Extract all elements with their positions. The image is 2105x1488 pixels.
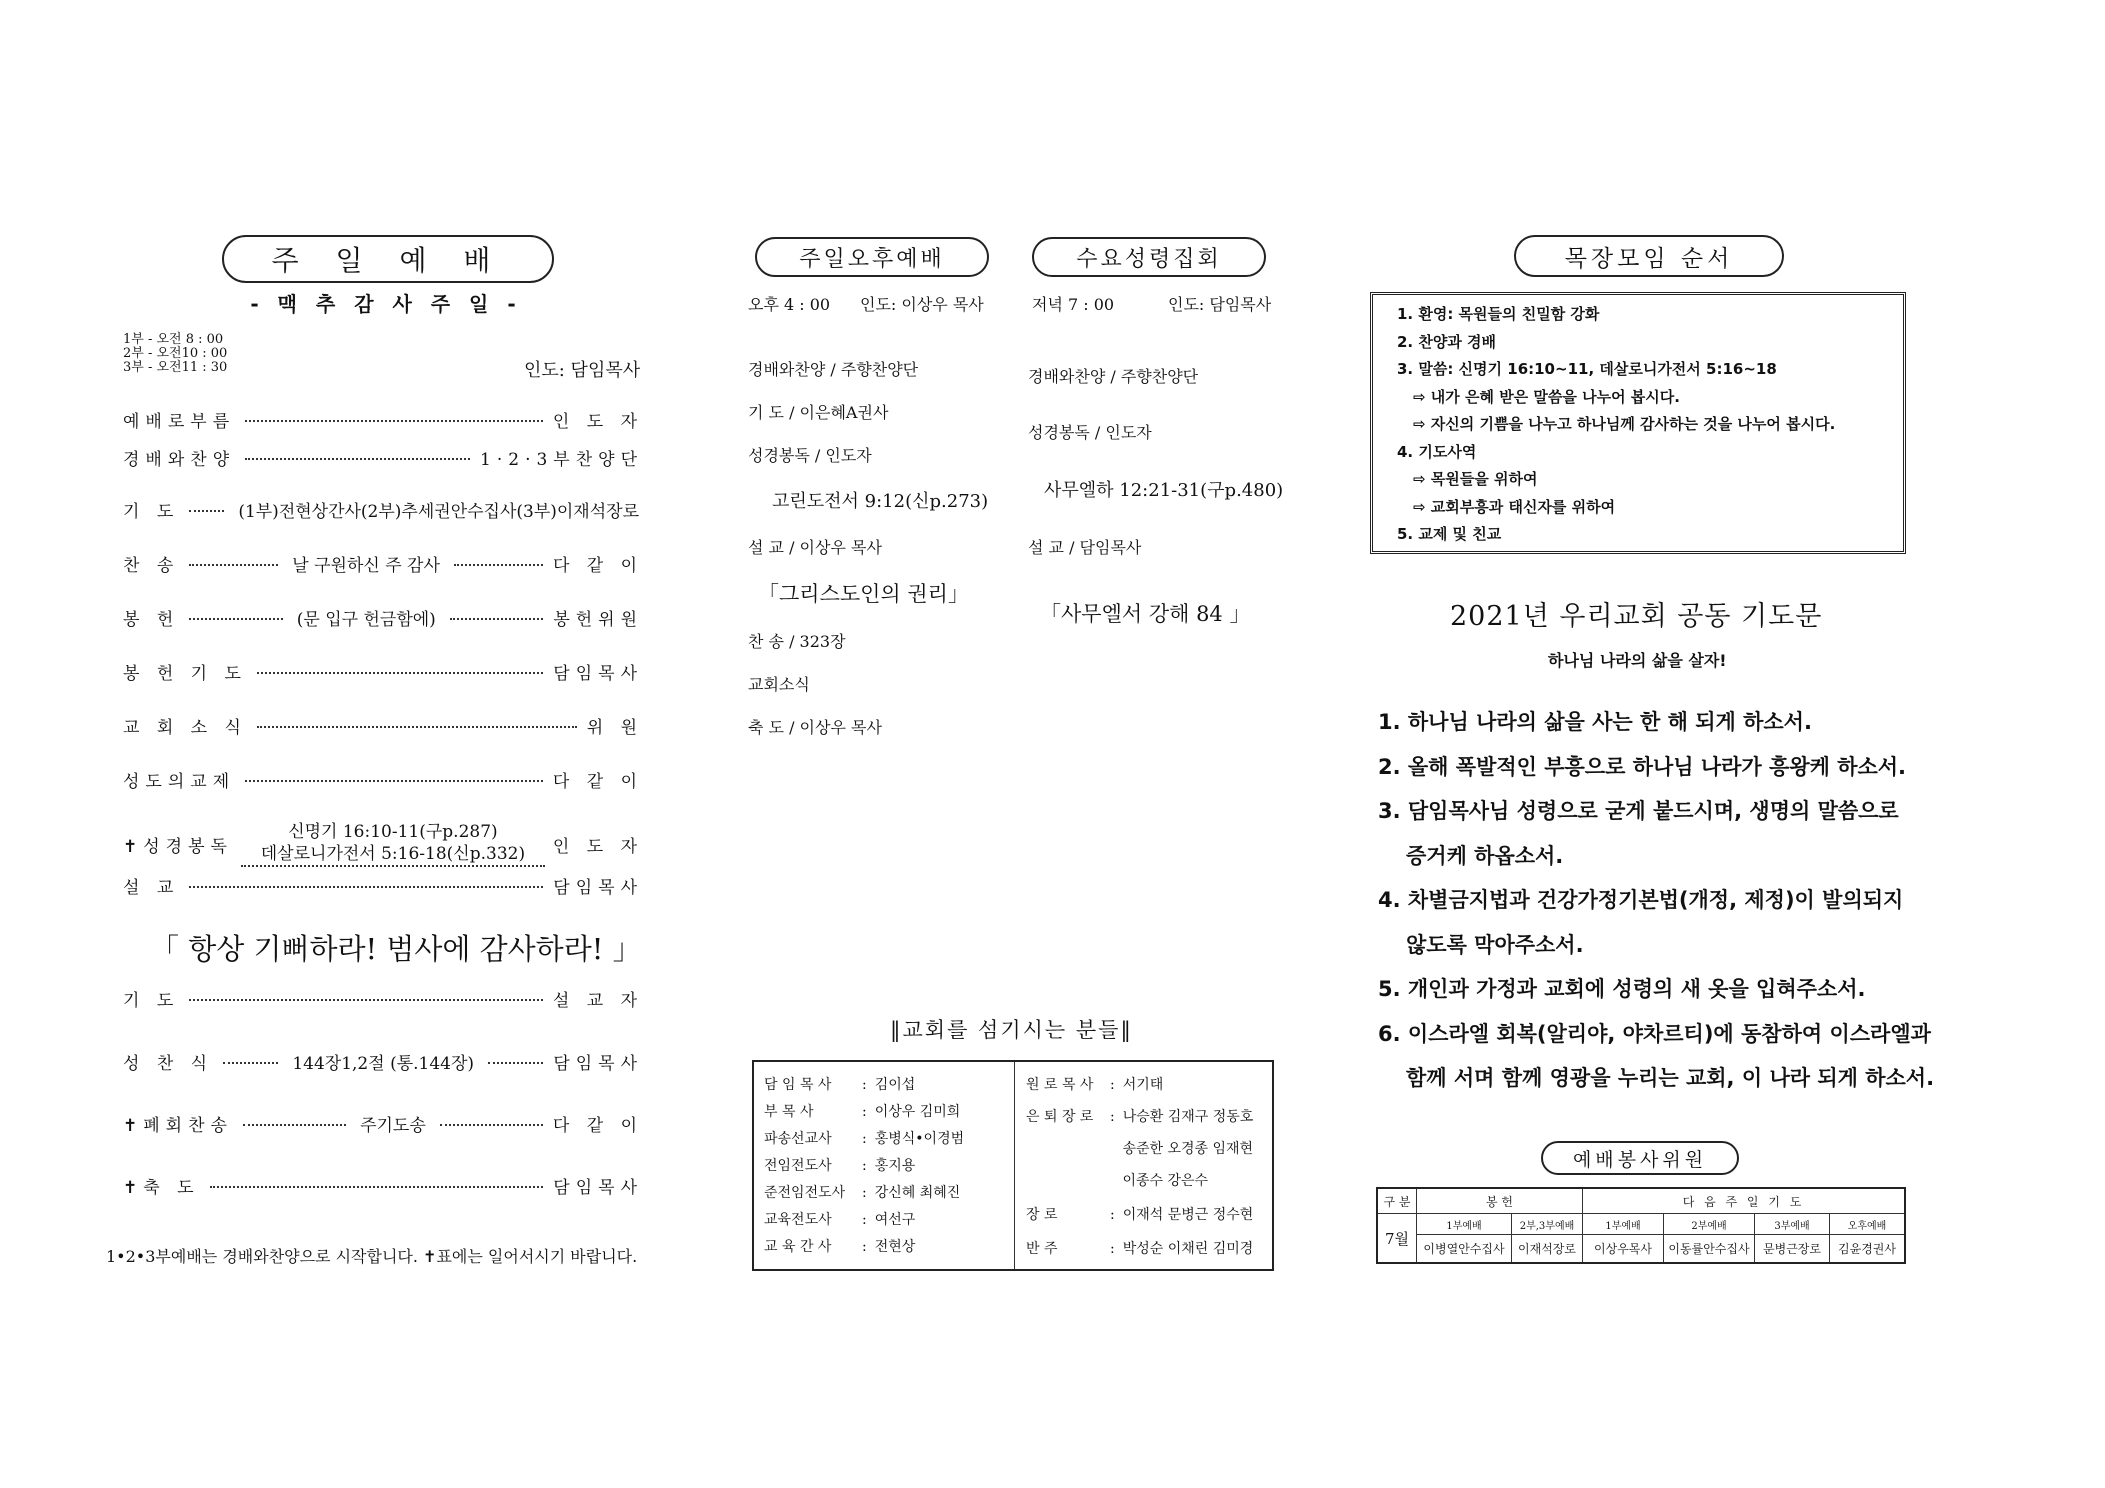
leader-dots <box>488 1062 543 1064</box>
wednesday-scripture: 사무엘하 12:21-31(구p.480) <box>1044 480 1284 501</box>
sunday-order-row <box>123 985 643 1011</box>
leader-dots <box>223 1062 278 1064</box>
order-content-line: 신명기 16:10-11(구p.287) <box>288 822 498 842</box>
leader-dots <box>189 564 278 566</box>
staff-name: 여선구 <box>874 1212 916 1228</box>
order-label: 예배로부름 <box>123 411 236 432</box>
leader-dots <box>210 1186 544 1188</box>
staff-role: 은 퇴 장 로 <box>1026 1109 1094 1125</box>
staff-name: 홍병식•이경범 <box>874 1131 965 1147</box>
staff-role: 담 임 목 사 <box>764 1077 832 1093</box>
leader-dots <box>245 780 543 782</box>
service-name: 이재석장로 <box>1512 1235 1583 1264</box>
staff-title: ‖교회를 섬기시는 분들‖ <box>890 1018 1133 1042</box>
order-person: 담임목사 <box>553 1053 644 1074</box>
staff-role: 준전임전도사 <box>764 1185 846 1201</box>
order-person: 다 같 이 <box>552 771 643 792</box>
order-label: 경배와찬양 <box>123 449 236 470</box>
service-sub: 1부예배 <box>1417 1214 1512 1235</box>
staff-box <box>752 1060 1274 1271</box>
staff-sep: : <box>862 1131 867 1147</box>
staff-row <box>1026 1204 1253 1224</box>
cell-order-item: ⇨ 내가 은혜 받은 말씀을 나누어 봅시다. <box>1413 387 1680 406</box>
cell-order-item: 5. 교제 및 친교 <box>1397 525 1502 543</box>
order-content: 144장1,2절 (통.144장) <box>292 1053 475 1074</box>
service-name: 이상우목사 <box>1583 1235 1664 1264</box>
sunday-order-row <box>123 550 643 576</box>
sunday-leader: 인도: 담임목사 <box>524 360 641 381</box>
sunday-order-row <box>123 712 643 738</box>
sunday-order-row <box>123 820 643 868</box>
service-title: 예배봉사위원 <box>1541 1141 1739 1175</box>
cell-order-item: ⇨ 목원들을 위하여 <box>1413 470 1538 488</box>
afternoon-item: 교회소식 <box>748 675 810 694</box>
service-header-next-prayer: 다 음 주 일 기 도 <box>1583 1188 1906 1214</box>
staff-name: 홍지용 <box>874 1158 916 1174</box>
service-sub: 1부예배 <box>1583 1214 1664 1235</box>
wednesday-title: 수요성령집회 <box>1032 237 1266 277</box>
prayer-title: 2021년 우리교회 공동 기도문 <box>1450 601 1823 632</box>
order-content <box>241 821 545 867</box>
service-header-offering: 봉 헌 <box>1417 1188 1583 1214</box>
order-label: ✝폐회찬송 <box>123 1115 233 1136</box>
cell-order-item: 1. 환영: 목원들의 친밀함 강화 <box>1397 305 1600 323</box>
afternoon-title: 주일오후예배 <box>755 237 989 277</box>
staff-role: 장 로 <box>1026 1207 1058 1223</box>
leader-dots <box>189 618 283 620</box>
staff-name: 송준한 오경종 임재현 <box>1122 1141 1254 1157</box>
order-label: 기 도 <box>123 501 180 522</box>
leader-dots <box>257 672 543 674</box>
service-name: 김윤경권사 <box>1830 1235 1906 1264</box>
prayer-line: 6. 이스라엘 회복(알리야, 야차르티)에 동참하여 이스라엘과 <box>1378 1021 1931 1046</box>
staff-role: 교 육 간 사 <box>764 1239 832 1255</box>
sunday-order-row <box>123 496 643 522</box>
staff-row <box>764 1155 915 1175</box>
cell-order-item: ⇨ 자신의 기쁨을 나누고 하나님께 감사하는 것을 나누어 봅시다. <box>1413 415 1836 433</box>
staff-sep <box>1102 1173 1122 1189</box>
staff-sep: : <box>862 1239 867 1255</box>
sunday-order-row <box>123 766 643 792</box>
afternoon-scripture: 고린도전서 9:12(신p.273) <box>772 491 989 512</box>
leader-dots <box>245 420 543 422</box>
cell-order-item: 3. 말씀: 신명기 16:10~11, 데살로니가전서 5:16~18 <box>1397 360 1777 378</box>
staff-sep: : <box>862 1212 867 1228</box>
leader-dots <box>189 510 224 512</box>
wednesday-item: 경배와찬양 / 주향찬양단 <box>1028 367 1199 386</box>
order-label: 성 찬 식 <box>123 1053 214 1074</box>
order-person: 위 원 <box>586 717 643 738</box>
service-table <box>1376 1187 1906 1264</box>
service-header-gubun: 구 분 <box>1377 1188 1417 1214</box>
staff-row <box>764 1209 915 1229</box>
staff-role: 전임전도사 <box>764 1158 832 1174</box>
prayer-line: 증거케 하옵소서. <box>1406 843 1564 868</box>
staff-name: 나승환 김재구 정동호 <box>1122 1109 1254 1125</box>
staff-row <box>764 1236 915 1256</box>
staff-row <box>1026 1138 1253 1158</box>
order-person: 설 교 자 <box>552 990 643 1011</box>
order-content: 주기도송 <box>360 1115 426 1136</box>
staff-divider <box>1014 1062 1015 1269</box>
wednesday-item: 설 교 / 담임목사 <box>1028 538 1142 557</box>
leader-dots <box>440 1124 543 1126</box>
leader-dots <box>257 726 577 728</box>
afternoon-time: 오후 4 : 00 <box>748 295 831 314</box>
service-sub: 2부예배 <box>1664 1214 1755 1235</box>
order-label: 기 도 <box>123 990 180 1011</box>
staff-role: 파송선교사 <box>764 1131 832 1147</box>
order-person: 다 같 이 <box>552 1115 643 1136</box>
wednesday-item: 성경봉독 / 인도자 <box>1028 423 1152 442</box>
order-label: 봉 헌 <box>123 609 180 630</box>
staff-name: 서기태 <box>1122 1077 1164 1093</box>
sunday-order-row <box>123 406 643 432</box>
cell-order-box <box>1370 292 1906 554</box>
order-content: (문 입구 헌금함에) <box>296 609 436 630</box>
leader-dots <box>189 886 543 888</box>
staff-role: 반 주 <box>1026 1241 1058 1257</box>
order-label: 성도의교제 <box>123 771 236 792</box>
afternoon-item: 경배와찬양 / 주향찬양단 <box>748 360 919 379</box>
prayer-line: 4. 차별금지법과 건강가정기본법(개정, 제정)이 발의되지 <box>1378 888 1904 912</box>
order-label: 교 회 소 식 <box>123 717 247 738</box>
staff-sep: : <box>862 1158 867 1174</box>
staff-row <box>1026 1106 1253 1126</box>
leader-dots <box>189 999 543 1001</box>
order-person: 인 도 자 <box>552 411 643 432</box>
staff-row <box>764 1101 960 1121</box>
service-name: 이병열안수집사 <box>1417 1235 1512 1264</box>
leader-dots <box>450 618 544 620</box>
sunday-order-row <box>123 1110 643 1136</box>
order-content-line: 데살로니가전서 5:16-18(신p.332) <box>260 844 526 864</box>
staff-row <box>764 1128 964 1148</box>
leader-dots <box>243 1124 346 1126</box>
prayer-line: 2. 올해 폭발적인 부흥으로 하나님 나라가 흥왕케 하소서. <box>1378 754 1907 779</box>
staff-row <box>764 1182 960 1202</box>
order-person: 담임목사 <box>553 1177 643 1198</box>
cell-order-item: ⇨ 교회부흥과 태신자를 위하여 <box>1413 497 1616 516</box>
cell-order-item: 2. 찬양과 경배 <box>1397 332 1497 351</box>
service-sub: 오후예배 <box>1830 1214 1906 1235</box>
prayer-line: 5. 개인과 가정과 교회에 성령의 새 옷을 입혀주소서. <box>1378 977 1866 1001</box>
staff-role: 교육전도사 <box>764 1212 832 1228</box>
order-person: 봉헌위원 <box>553 609 644 630</box>
staff-sep: : <box>862 1104 867 1120</box>
order-label: ✝성경봉독 <box>123 836 233 857</box>
sunday-order-row <box>123 444 643 470</box>
sunday-order-row <box>123 872 643 898</box>
cell-title: 목장모임 순서 <box>1514 235 1784 277</box>
wednesday-sermon-title: 「사무엘서 강해 84 」 <box>1040 602 1251 626</box>
order-person: 1·2·3부찬양단 <box>480 449 643 470</box>
staff-role: 부 목 사 <box>764 1104 814 1120</box>
staff-name: 전현상 <box>874 1239 916 1255</box>
staff-row <box>1026 1238 1253 1258</box>
staff-sep: : <box>1110 1109 1115 1125</box>
service-sub: 3부예배 <box>1755 1214 1830 1235</box>
order-person: 다 같 이 <box>552 555 644 576</box>
leader-dots <box>245 458 470 460</box>
service-month: 7월 <box>1377 1214 1417 1264</box>
order-label: 찬 송 <box>123 555 180 576</box>
staff-row <box>764 1074 915 1094</box>
staff-sep: : <box>862 1077 867 1093</box>
afternoon-item: 성경봉독 / 인도자 <box>748 446 872 465</box>
afternoon-item: 축 도 / 이상우 목사 <box>748 718 882 737</box>
afternoon-sermon-title: 「그리스도인의 권리」 <box>758 582 969 606</box>
staff-sep <box>1102 1141 1122 1157</box>
sunday-order-row <box>123 1048 643 1074</box>
sunday-subtitle: - 맥 추 감 사 주 일 - <box>250 292 522 316</box>
order-person: 담임목사 <box>553 877 643 898</box>
prayer-line: 3. 담임목사님 성령으로 굳게 붙드시며, 생명의 말씀으로 <box>1378 799 1899 823</box>
service-sub: 2부,3부예배 <box>1512 1214 1583 1235</box>
staff-name: 박성순 이채린 김미경 <box>1122 1241 1254 1257</box>
sunday-title: 주 일 예 배 <box>222 235 554 283</box>
prayer-line: 함께 서며 함께 영광을 누리는 교회, 이 나라 되게 하소서. <box>1406 1066 1935 1090</box>
order-content: (1부)전현상간사(2부)추세권안수집사(3부)이재석장로 <box>238 501 639 522</box>
staff-sep: : <box>1110 1077 1115 1093</box>
service-name: 이동률안수집사 <box>1664 1235 1755 1264</box>
staff-name: 이재석 문병근 정수현 <box>1122 1207 1254 1223</box>
staff-sep: : <box>862 1185 867 1201</box>
staff-role: 원 로 목 사 <box>1026 1077 1094 1093</box>
order-label: 설 교 <box>123 877 180 898</box>
afternoon-leader: 인도: 이상우 목사 <box>860 295 984 314</box>
order-content: 날 구원하신 주 감사 <box>292 555 440 576</box>
afternoon-item: 설 교 / 이상우 목사 <box>748 538 882 557</box>
afternoon-item: 찬 송 / 323장 <box>748 632 846 651</box>
sunday-times: 1부 - 오전 8 : 00 2부 - 오전10 : 00 3부 - 오전11 : 30 <box>123 332 228 375</box>
staff-sep: : <box>1110 1241 1115 1257</box>
order-label: ✝축 도 <box>123 1177 200 1198</box>
sunday-sermon-title: 「 항상 기뻐하라! 범사에 감사하라! 」 <box>150 932 642 966</box>
staff-sep: : <box>1110 1207 1115 1223</box>
afternoon-item: 기 도 / 이은혜A권사 <box>748 403 889 422</box>
staff-row <box>1026 1074 1163 1094</box>
cell-order-item: 4. 기도사역 <box>1397 442 1477 461</box>
sunday-order-row <box>123 1172 643 1198</box>
prayer-line: 않도록 막아주소서. <box>1406 932 1584 957</box>
prayer-line: 1. 하나님 나라의 삶을 사는 한 해 되게 하소서. <box>1378 710 1812 734</box>
order-label: 봉 헌 기 도 <box>123 663 247 684</box>
staff-name: 이종수 강은수 <box>1122 1173 1209 1189</box>
order-person: 인 도 자 <box>552 836 643 857</box>
wednesday-leader: 인도: 담임목사 <box>1168 295 1272 314</box>
staff-name: 김이섭 <box>874 1077 916 1093</box>
sunday-order-row <box>123 604 643 630</box>
staff-row <box>1026 1170 1208 1190</box>
staff-name: 강신혜 최혜진 <box>874 1185 961 1201</box>
staff-name: 이상우 김미희 <box>874 1104 961 1120</box>
order-person: 담임목사 <box>553 663 643 684</box>
wednesday-time: 저녁 7 : 00 <box>1032 295 1115 314</box>
sunday-order-row <box>123 658 643 684</box>
service-name: 문병근장로 <box>1755 1235 1830 1264</box>
prayer-subtitle: 하나님 나라의 삶을 살자! <box>1548 651 1727 670</box>
leader-dots <box>454 564 543 566</box>
sunday-footnote: 1•2•3부예배는 경배와찬양으로 시작합니다. ✝표에는 일어서시기 바랍니다. <box>106 1247 638 1266</box>
